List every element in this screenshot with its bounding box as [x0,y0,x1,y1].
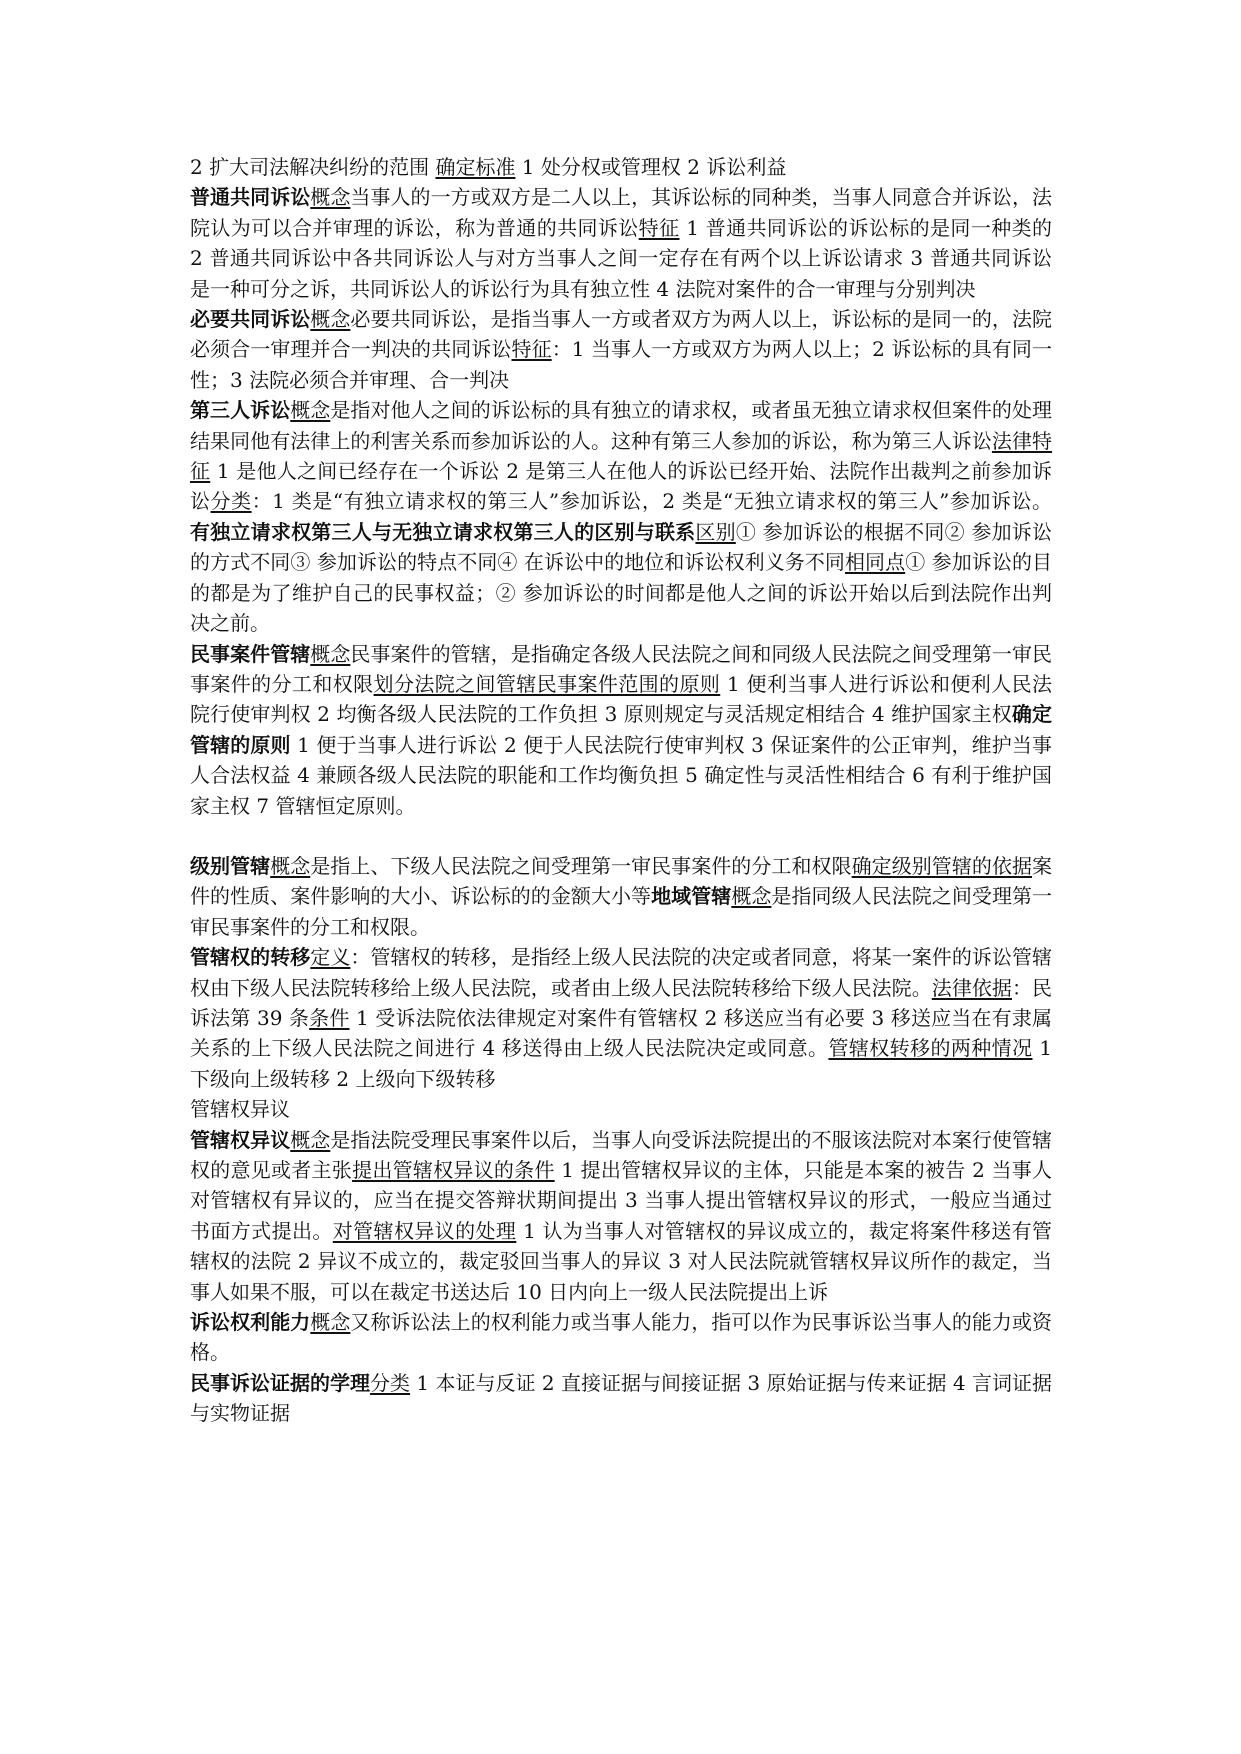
body-text: 是指对他人之间的诉讼标的具有独立的请求权，或者虽无独立请求权但案件的处理结果同他有法律上的利害关系而参加诉讼的人。这种有第三人参加的诉讼，称为第三人诉讼 [190,398,1053,453]
paragraph-necessary-joint-litigation [190,304,1052,395]
document-body [190,152,1052,1429]
underlined-term: 提出管辖权异议的条件 [352,1158,555,1182]
underlined-term: 概念 [310,185,351,210]
paragraph-evidence-classification [190,1368,1052,1429]
underlined-term: 条件 [309,1005,350,1030]
bold-term: 确定管辖的原则 [190,702,1053,757]
underlined-term: 分类 [370,1370,411,1395]
body-text: 1 认为当事人对管辖权的异议成立的，裁定将案件移送有管辖权的法院 2 异议不成立的，裁定驳回当事人的异议 3 对人民法院就管辖权异议所作的裁定，当事人如果不服，可以在裁定书送达后 10 日内向上一级人民法院提出上诉 [190,1218,1052,1304]
underlined-term: 管辖权转移的两种情况 [828,1036,1033,1061]
body-text: 必要共同诉讼，是指当事人一方或者双方为两人以上，诉讼标的是同一的，法院必须合一审理并合一判决的共同诉讼 [190,307,1053,362]
bold-term: 有独立请求权第三人与无独立请求权第三人的区别与联系 [190,519,696,544]
body-text: 当事人的一方或双方是二人以上，其诉讼标的同种类，当事人同意合并诉讼，法院认为可以合并审理的诉讼，称为普通的共同诉讼 [190,185,1053,240]
body-text: 民事案件的管辖，是指确定各级人民法院之间和同级人民法院之间受理第一审民事案件的分工和权限 [190,641,1053,696]
paragraph-litigation-capacity [190,1307,1052,1368]
paragraph-third-party-litigation [190,395,1052,638]
body-text: 案件的性质、案件影响的大小、诉讼标的的金额大小等 [190,853,1053,909]
bold-term: 级别管辖 [190,853,271,878]
underlined-term: 法律特征 [190,428,1053,484]
underlined-term: 概念 [290,398,331,423]
underlined-term: 法律依据 [931,975,1012,1000]
body-text: 管辖权异议 [190,1097,290,1122]
body-text: ：民诉法第 39 条 [190,975,1053,1030]
bold-term: 地域管辖 [651,884,732,909]
body-text: 1 下级向上级转移 2 上级向下级转移 [190,1036,1052,1091]
paragraph-ordinary-joint-litigation [190,182,1052,304]
underlined-term: 划分法院之间管辖民事案件范围的原则 [373,671,721,696]
body-text: 1 本证与反证 2 直接证据与间接证据 3 原始证据与传来证据 4 言词证据与实物证据 [190,1370,1052,1426]
paragraph-intro-line [190,152,1052,182]
bold-term: 民事案件管辖 [190,641,311,666]
underlined-term: 概念 [270,853,311,878]
body-text: 1 受诉法院依法律规定对案件有管辖权 2 移送应当有必要 3 移送应当在有隶属关系的上下级人民法院之间进行 4 移送得由上级人民法院决定或同意。 [190,1005,1052,1061]
bold-term: 普通共同诉讼 [190,185,311,210]
underlined-term: 定义 [310,945,351,970]
paragraph-jurisdiction-objection [190,1125,1052,1307]
underlined-term: 区别 [695,519,736,544]
bold-term: 管辖权的转移 [190,945,311,970]
body-text: ：1 类是“有独立请求权的第三人”参加诉讼，2 类是“无独立请求权的第三人”参加诉讼。 [251,489,1053,514]
bold-term: 诉讼权利能力 [190,1310,311,1335]
underlined-term: 对管辖权异议的处理 [332,1218,517,1243]
bold-term: 第三人诉讼 [190,398,291,423]
paragraph-spacer [190,821,1052,851]
body-text: ① 参加诉讼的根据不同② 参加诉讼的方式不同③ 参加诉讼的特点不同④ 在诉讼中的地位和诉讼权利义务不同 [190,519,1053,575]
body-text: 1 处分权或管理权 2 诉讼利益 [515,155,787,179]
body-text: 1 便于当事人进行诉讼 2 便于人民法院行使审判权 3 保证案件的公正审判，维护当事人合法权益 4 兼顾各级人民法院的职能和工作均衡负担 5 确定性与灵活性相结合 6 有利于维护国家主权 7 管辖恒定原则。 [190,732,1053,818]
underlined-term: 概念 [310,1310,351,1335]
underlined-term: 概念 [310,641,351,666]
paragraph-jurisdiction-transfer [190,942,1052,1094]
body-text: 又称诉讼法上的权利能力或当事人能力，指可以作为民事诉讼当事人的能力或资格。 [190,1310,1053,1365]
bold-term: 必要共同诉讼 [190,307,311,332]
underlined-term: 概念 [290,1127,331,1152]
paragraph-objection-heading [190,1094,1052,1124]
body-text: 1 普通共同诉讼的诉讼标的是同一种类的 2 普通共同诉讼中各共同诉讼人与对方当事人之间一定存在有两个以上诉讼请求 3 普通共同诉讼是一种可分之诉，共同诉讼人的诉讼行为具有独立性 4 法院对案件的合一审理与分别判决 [190,215,1052,301]
underlined-term: 概念 [731,884,772,909]
body-text: 2 扩大司法解决纠纷的范围 [190,155,436,179]
body-text: ：1 当事人一方或双方为两人以上；2 诉讼标的具有同一性；3 法院必须合并审理、合一判决 [190,337,1052,392]
underlined-term: 概念 [310,307,351,332]
body-text: 1 提出管辖权异议的主体，只能是本案的被告 2 当事人对管辖权有异议的，应当在提交答辩状期间提出 3 当事人提出管辖权异议的形式，一般应当通过书面方式提出。 [190,1158,1053,1243]
underlined-term: 分类 [210,489,252,514]
body-text: 是指同级人民法院之间受理第一审民事案件的分工和权限。 [190,884,1053,939]
underlined-term: 特征 [511,337,552,362]
bold-term: 民事诉讼证据的学理 [190,1370,371,1395]
underlined-term: 相同点 [844,550,906,575]
body-text: 1 是他人之间已经存在一个诉讼 2 是第三人在他人的诉讼已经开始、法院作出裁判之前参加诉讼 [190,459,1052,514]
body-text: 1 便利当事人进行诉讼和便利人民法院行使审判权 2 均衡各级人民法院的工作负担 3 原则规定与灵活规定相结合 4 维护国家主权 [190,671,1052,727]
paragraph-level-and-territorial-jurisdiction [190,851,1052,942]
underlined-term: 确定标准 [435,155,516,179]
bold-term: 管辖权异议 [190,1127,291,1152]
underlined-term: 确定级别管辖的依据 [851,853,1033,878]
underlined-term: 特征 [638,215,680,240]
body-text: ：管辖权的转移，是指经上级人民法院的决定或者同意，将某一案件的诉讼管辖权由下级人民法院转移给上级人民法院，或者由上级人民法院转移给下级人民法院。 [190,945,1053,1000]
body-text: 是指上、下级人民法院之间受理第一审民事案件的分工和权限 [310,853,852,878]
body-text: 是指法院受理民事案件以后，当事人向受诉法院提出的不服该法院对本案行使管辖权的意见或者主张 [190,1127,1053,1182]
paragraph-civil-case-jurisdiction [190,639,1052,821]
body-text: ① 参加诉讼的目的都是为了维护自己的民事权益；② 参加诉讼的时间都是他人之间的诉讼开始以后到法院作出判决之前。 [190,550,1053,636]
